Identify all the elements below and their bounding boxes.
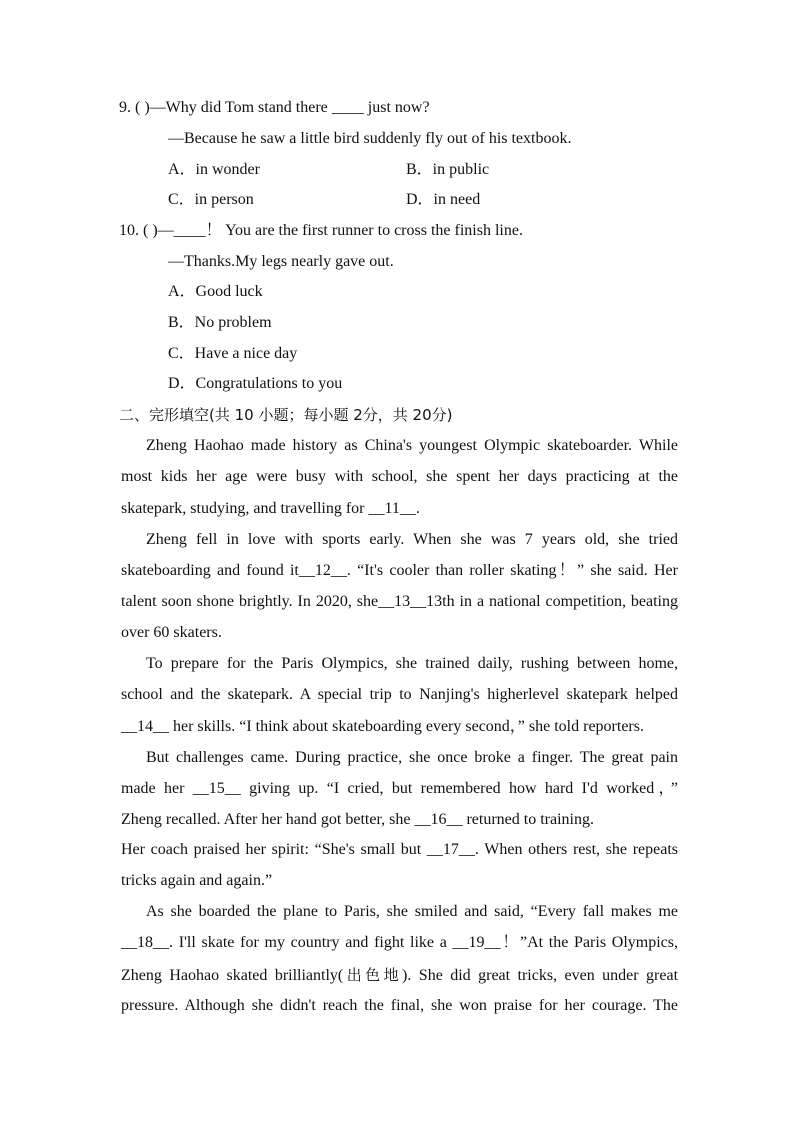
blank-14: __14__ <box>121 718 169 735</box>
p3-line-3: __14__ her skills. “I think about skateboarding every second，” she told reporters. <box>121 718 644 735</box>
blank-16: __16__ <box>414 811 463 828</box>
q9-reply: —Because he saw a little bird suddenly fly out of his textbook. <box>168 130 572 147</box>
q9-option-c: C．in person <box>168 191 254 208</box>
p1-line-3: skatepark, studying, and travelling for __11__. <box>121 500 420 517</box>
p2-line-3: talent soon shone brightly. In 2020, she__13__13th in a national competition, beating <box>121 593 678 610</box>
blank-11: __11__ <box>368 500 416 517</box>
p4-line-3: Zheng recalled. After her hand got better, she __16__ returned to training. <box>121 811 594 828</box>
blank-15: __15__ <box>192 780 241 797</box>
blank-17: __17__ <box>426 841 475 858</box>
p2-line-2: skateboarding and found it__12__. “It's cooler than roller skating！” she said. Her <box>121 562 678 579</box>
p3-line-1: To prepare for the Paris Olympics, she trained daily, rushing between home, <box>146 655 678 672</box>
p6-line-4: pressure. Although she didn't reach the final, she won praise for her courage. The <box>121 997 678 1014</box>
q9-option-a: A．in wonder <box>168 161 260 178</box>
q10-option-b: B．No problem <box>168 314 272 331</box>
q10-option-a: A．Good luck <box>168 283 263 300</box>
q10-option-d: D．Congratulations to you <box>168 375 343 392</box>
p4-line-1: But challenges came. During practice, she once broke a finger. The great pain <box>146 749 678 766</box>
q9-option-d: D．in need <box>406 191 481 208</box>
p5-line-2: tricks again and again.” <box>121 872 273 889</box>
q9-stem: 9. ( )—Why did Tom stand there ____ just now? <box>119 99 430 116</box>
p4-line-2: made her __15__ giving up. “I cried, but remembered how hard I'd worked，” <box>121 780 679 797</box>
p6-line-1: As she boarded the plane to Paris, she smiled and said, “Every fall makes me <box>146 903 678 920</box>
p3-line-2: school and the skatepark. A special trip to Nanjing's higherlevel skatepark helped <box>121 686 678 703</box>
q9-option-b: B．in public <box>406 161 490 178</box>
section-heading: 二、完形填空(共 10 小题；每小题 2分，共 20分) <box>119 406 453 424</box>
p6-line-3: Zheng Haohao skated brilliantly(出色地). She did great tricks, even under great <box>121 966 679 984</box>
blank-19: __19__ <box>452 934 501 951</box>
q10-reply: —Thanks.My legs nearly gave out. <box>168 253 394 270</box>
q10-stem: 10. ( )—____！ You are the first runner to cross the finish line. <box>119 222 523 239</box>
p6-line-2: __18__. I'll skate for my country and fight like a __19__！”At the Paris Olympics, <box>121 934 678 951</box>
p1-line-1: Zheng Haohao made history as China's youngest Olympic skateboarder. While <box>146 437 678 454</box>
p2-line-1: Zheng fell in love with sports early. When she was 7 years old, she tried <box>146 531 678 548</box>
q10-option-c: C．Have a nice day <box>168 345 298 362</box>
p2-line-4: over 60 skaters. <box>121 624 222 641</box>
blank-18: __18__ <box>121 934 169 951</box>
blank-12: __12__ <box>298 562 347 579</box>
p5-line-1: Her coach praised her spirit: “She's small but __17__. When others rest, she repeats <box>121 841 679 858</box>
p1-line-2: most kids her age were busy with school, she spent her days practicing at the <box>121 468 678 485</box>
